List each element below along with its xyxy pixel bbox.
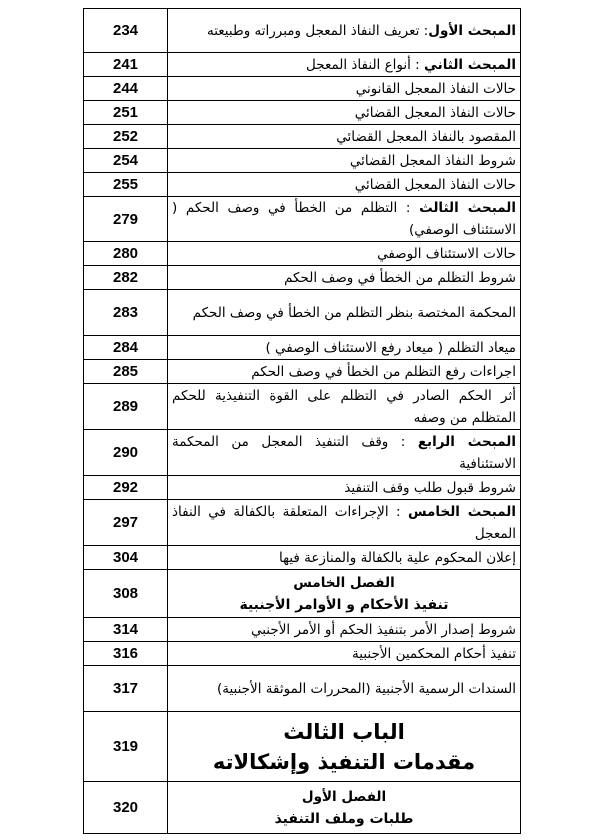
entry-text: : تعريف النفاذ المعجل ومبرراته وطبيعته <box>206 22 429 39</box>
page-number: 290 <box>84 430 168 476</box>
entry-title <box>168 290 521 336</box>
toc-row <box>84 476 521 500</box>
entry-text: شروط إصدار الأمر بتنفيذ الحكم أو الأمر الأجنبي <box>250 621 516 638</box>
entry-text: حالات النفاذ المعجل القضائي <box>354 104 516 121</box>
section-heading: المبحث الخامس <box>407 503 516 520</box>
chapter-subtitle: طلبات وملف التنفيذ <box>274 810 414 827</box>
toc-row-heading <box>84 570 521 618</box>
page-number: 241 <box>84 53 168 77</box>
toc-row <box>84 197 521 242</box>
toc-row <box>84 336 521 360</box>
chapter-heading <box>168 782 521 834</box>
toc-row <box>84 666 521 712</box>
chapter-title: الفصل الأول <box>301 788 387 805</box>
toc-row <box>84 546 521 570</box>
toc-row <box>84 430 521 476</box>
entry-title <box>168 173 521 197</box>
entry-title <box>168 53 521 77</box>
toc-row-heading <box>84 782 521 834</box>
entry-text: المحكمة المختصة بنظر التظلم من الخطأ في وصف الحكم <box>192 304 516 321</box>
page-number: 304 <box>84 546 168 570</box>
page-number: 284 <box>84 336 168 360</box>
entry-text: المقصود بالنفاذ المعجل القضائي <box>336 128 516 145</box>
toc-row <box>84 266 521 290</box>
entry-title <box>168 149 521 173</box>
page-number: 308 <box>84 570 168 618</box>
entry-title <box>168 197 521 242</box>
entry-title <box>168 336 521 360</box>
entry-title <box>168 77 521 101</box>
entry-text: حالات النفاذ المعجل القضائي <box>354 176 516 193</box>
page-number: 282 <box>84 266 168 290</box>
entry-title <box>168 618 521 642</box>
entry-text: : أنواع النفاذ المعجل <box>306 56 425 73</box>
entry-title <box>168 384 521 430</box>
page-number: 289 <box>84 384 168 430</box>
toc-row <box>84 642 521 666</box>
chapter-title: الباب الثالث <box>283 719 405 744</box>
entry-title <box>168 666 521 712</box>
page-number: 252 <box>84 125 168 149</box>
entry-title <box>168 500 521 546</box>
entry-text: اجراءات رفع التظلم من الخطأ في وصف الحكم <box>251 363 516 380</box>
toc-row <box>84 384 521 430</box>
page-number: 254 <box>84 149 168 173</box>
entry-title <box>168 266 521 290</box>
entry-title <box>168 476 521 500</box>
chapter-title: الفصل الخامس <box>293 574 395 591</box>
toc-row <box>84 360 521 384</box>
entry-text: : وقف التنفيذ المعجل من المحكمة الاستئنافية <box>172 433 516 472</box>
entry-title <box>168 430 521 476</box>
page-number: 292 <box>84 476 168 500</box>
entry-text: ميعاد التظلم ( ميعاد رفع الاستئناف الوصفي ) <box>265 339 516 356</box>
entry-text: : التظلم من الخطأ في وصف الحكم ( الاستئناف الوصفي) <box>172 200 516 238</box>
section-heading: المبحث الأول <box>428 22 516 39</box>
toc-row <box>84 101 521 125</box>
page-number: 279 <box>84 197 168 242</box>
toc-row <box>84 125 521 149</box>
page-number: 285 <box>84 360 168 384</box>
entry-text: شروط النفاذ المعجل القضائي <box>349 152 516 169</box>
page-number: 319 <box>84 712 168 782</box>
page-number: 320 <box>84 782 168 834</box>
entry-title <box>168 9 521 53</box>
entry-text: إعلان المحكوم علية بالكفالة والمنازعة فيها <box>278 549 516 566</box>
entry-title <box>168 101 521 125</box>
toc-row-heading <box>84 712 521 782</box>
entry-text: حالات الاستئناف الوصفي <box>377 245 516 262</box>
page-number: 234 <box>84 9 168 53</box>
section-heading: المبحث الثاني <box>424 56 516 73</box>
table-of-contents <box>83 8 521 834</box>
toc-row <box>84 173 521 197</box>
page-number: 255 <box>84 173 168 197</box>
section-heading: المبحث الثالث <box>419 200 516 216</box>
toc-row <box>84 77 521 101</box>
entry-text: شروط التظلم من الخطأ في وصف الحكم <box>284 269 516 286</box>
page-number: 280 <box>84 242 168 266</box>
page-number: 251 <box>84 101 168 125</box>
entry-title <box>168 360 521 384</box>
page-number: 244 <box>84 77 168 101</box>
entry-title <box>168 546 521 570</box>
toc-row <box>84 149 521 173</box>
entry-text: : الإجراءات المتعلقة بالكفالة في النفاذ المعجل <box>172 503 516 542</box>
chapter-heading <box>168 570 521 618</box>
entry-text: شروط قبول طلب وقف التنفيذ <box>344 479 516 496</box>
entry-text: السندات الرسمية الأجنبية (المحررات الموثقة الأجنبية) <box>216 680 516 697</box>
entry-title <box>168 642 521 666</box>
toc-row <box>84 53 521 77</box>
entry-text: حالات النفاذ المعجل القانوني <box>355 80 516 97</box>
chapter-subtitle: تنفيذ الأحكام و الأوامر الأجنبية <box>239 596 449 613</box>
toc-row <box>84 500 521 546</box>
entry-text: أثر الحكم الصادر في التظلم على القوة التنفيذية للحكم المتظلم من وصفه <box>172 387 516 426</box>
toc-row <box>84 9 521 53</box>
toc-row <box>84 618 521 642</box>
page-number: 297 <box>84 500 168 546</box>
entry-text: تنفيذ أحكام المحكمين الأجنبية <box>352 645 516 662</box>
page-number: 316 <box>84 642 168 666</box>
page-number: 283 <box>84 290 168 336</box>
entry-title <box>168 125 521 149</box>
page-number: 317 <box>84 666 168 712</box>
chapter-subtitle: مقدمات التنفيذ وإشكالاته <box>212 749 476 774</box>
section-heading: المبحث الرابع <box>417 433 516 450</box>
toc-row <box>84 290 521 336</box>
entry-title <box>168 242 521 266</box>
chapter-heading <box>168 712 521 782</box>
toc-row <box>84 242 521 266</box>
page-number: 314 <box>84 618 168 642</box>
